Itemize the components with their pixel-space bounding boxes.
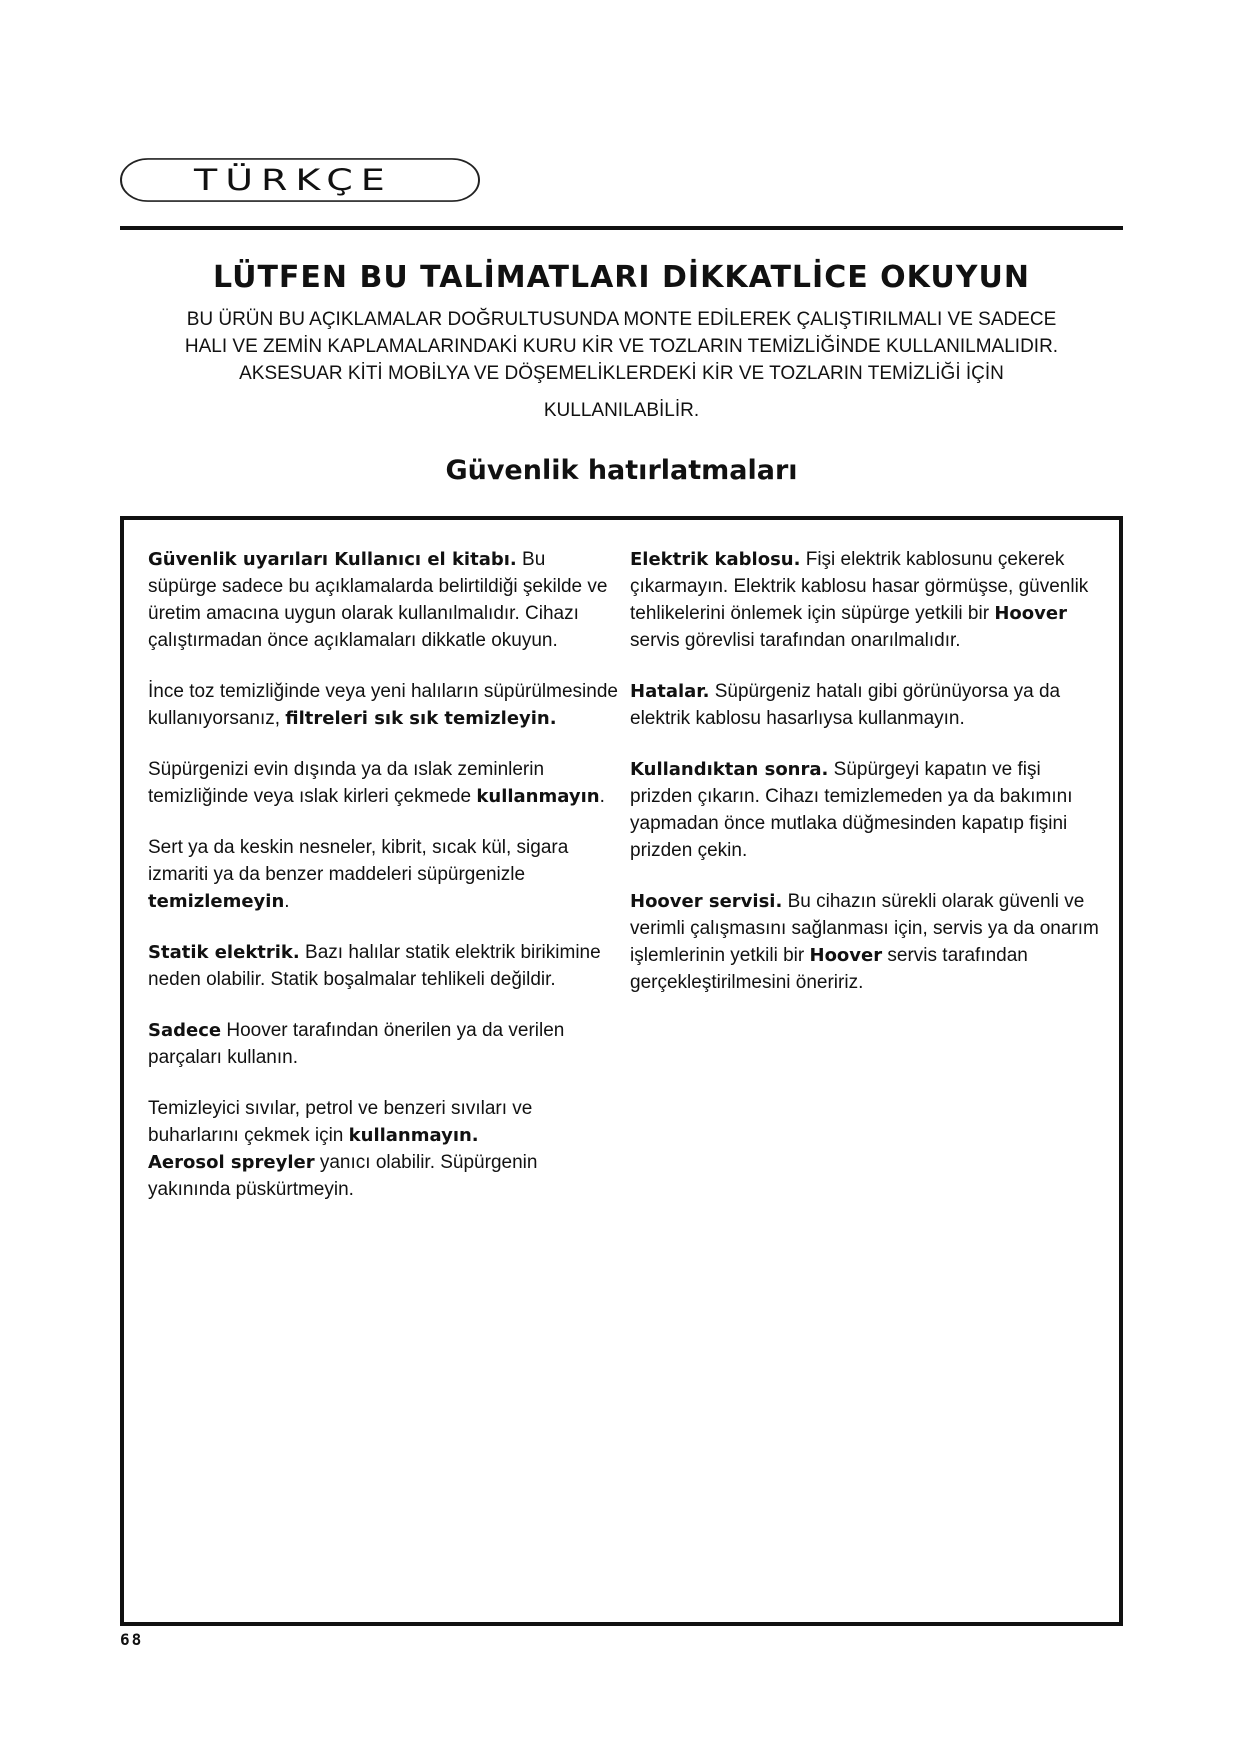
item-text: Hoover tarafından önerilen ya da verilen parçaları kullanın. [148,1020,565,1068]
safety-item-service [630,888,1105,996]
item-text: Süpürgeniz hatalı gibi görünüyorsa ya da elektrik kablosu hasarlıysa kullanmayın. [630,681,1061,729]
safety-item-parts [148,1017,618,1071]
item-text: İnce toz temizliğinde veya yeni halıların süpürülmesinde kullanıyorsanız, [148,681,618,729]
intro-paragraph [120,306,1123,424]
item-text: Bu süpürge sadece bu açıklamalarda belirtildiği şekilde ve üretim amacına uygun olarak kullanılmalıdır. Cihazı çalıştırmadan önce açıklamaları dikkatle okuyun. [148,549,608,651]
safety-item-filters [148,678,618,732]
item-text: Bazı halılar statik elektrik birikimine neden olabilir. Statik boşalmalar tehlikeli değildir. [148,942,601,990]
item-emphasis: kullanmayın [476,786,600,807]
intro-line-4: KULLANILABİLİR. [543,400,700,421]
item-heading: Güvenlik uyarıları Kullanıcı el kitabı. [148,549,517,570]
main-title: LÜTFEN BU TALİMATLARI DİKKATLİCE OKUYUN [213,260,1030,295]
page-number: 68 [120,1630,144,1649]
item-heading: Statik elektrik. [148,942,300,963]
item-heading: Kullandıktan sonra. [630,759,829,780]
safety-box [120,516,1123,1626]
item-heading: Elektrik kablosu. [630,549,801,570]
header-divider [120,226,1123,230]
item-heading: Hatalar. [630,681,710,702]
item-emphasis: Hoover [809,945,883,966]
left-column [148,546,618,1227]
item-text-end: . [599,786,605,807]
safety-item-static [148,939,618,993]
item-text: servis görevlisi tarafından onarılmalıdır. [630,630,961,651]
item-text: yanıcı olabilir. Süpürgenin yakınında püskürtmeyin. [148,1152,538,1200]
item-text: Temizleyici sıvılar, petrol ve benzeri sıvıları ve buharlarını çekmek için [148,1098,533,1146]
item-heading: Hoover servisi. [630,891,783,912]
item-text: Süpürgenizi evin dışında ya da ıslak zeminlerin temizliğinde veya ıslak kirleri çekmede [148,759,545,807]
language-tab: TÜRKÇE [120,158,480,202]
safety-item-cable [630,546,1105,654]
item-text: Sert ya da keskin nesneler, kibrit, sıcak kül, sigara izmariti ya da benzer maddeleri süpürgenizle [148,837,569,885]
safety-item-after-use [630,756,1105,864]
item-text-end: . [284,891,290,912]
right-column [630,546,1105,1020]
item-emphasis: filtreleri sık sık temizleyin. [285,708,557,729]
item-emphasis: temizlemeyin [148,891,285,912]
intro-line-3: AKSESUAR KİTİ MOBİLYA VE DÖŞEMELİKLERDEKİ KİR VE TOZLARIN TEMİZLİĞİ İÇİN [239,363,1004,384]
item-text: Fişi elektrik kablosunu çekerek çıkarmayın. Elektrik kablosu hasar görmüşse, güvenlik tehlikelerini önlemek için süpürge yetkili bir [630,549,1089,624]
section-title: Güvenlik hatırlatmaları [445,455,798,486]
safety-item-manual [148,546,618,654]
item-text: Süpürgeyi kapatın ve fişi prizden çıkarın. Cihazı temizlemeden ya da bakımını yapmadan önce mutlaka düğmesinden kapatıp fişini prizden çekin. [630,759,1073,861]
safety-item-outdoor [148,756,618,810]
item-text: Bu cihazın sürekli olarak güvenli ve verimli çalışmasını sağlanması için, servis ya da onarım işlemlerinin yetkili bir [630,891,1099,966]
intro-line-2: HALI VE ZEMİN KAPLAMALARINDAKİ KURU KİR VE TOZLARIN TEMİZLİĞİNDE KULLANILMALIDIR. [184,336,1059,357]
item-text: servis tarafından gerçekleştirilmesini öneririz. [630,945,1028,993]
item-heading: Sadece [148,1020,222,1041]
safety-item-liquids [148,1095,618,1203]
intro-line-1: BU ÜRÜN BU AÇIKLAMALAR DOĞRULTUSUNDA MONTE EDİLEREK ÇALIŞTIRILMALI VE SADECE [186,309,1057,330]
safety-item-sharp-objects [148,834,618,915]
item-emphasis: kullanmayın. [348,1125,479,1146]
item-emphasis: Aerosol spreyler [148,1152,315,1173]
safety-item-faults [630,678,1105,732]
item-emphasis: Hoover [994,603,1067,624]
